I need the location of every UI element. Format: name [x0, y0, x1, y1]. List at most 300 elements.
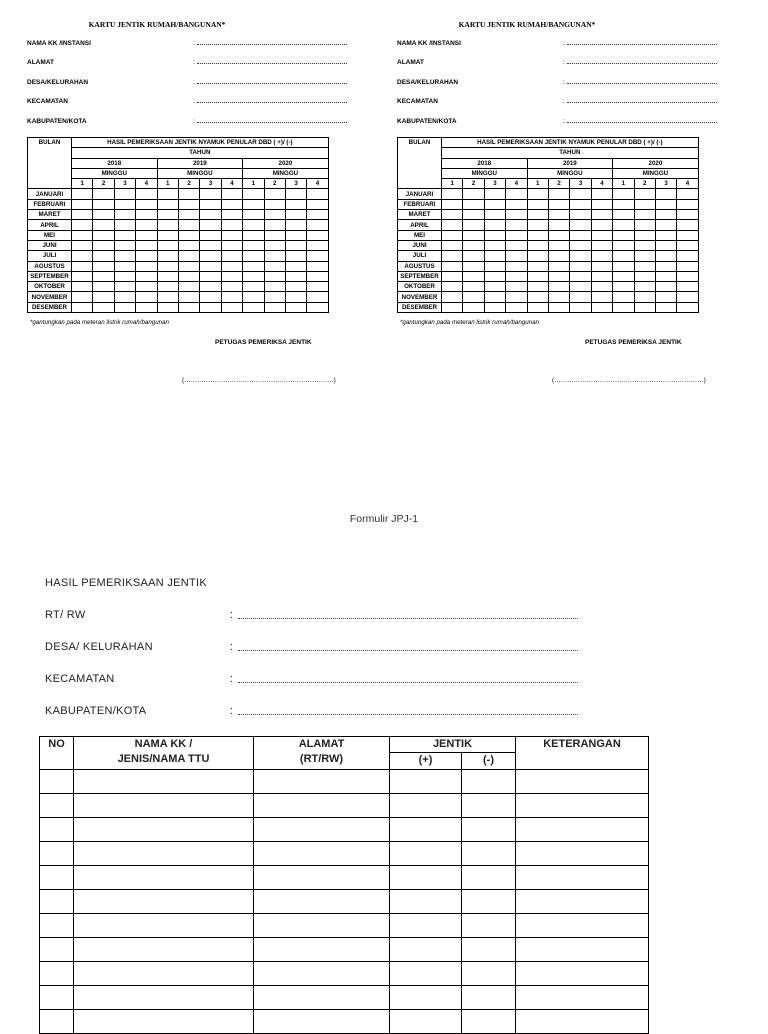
table-row: [40, 866, 649, 890]
result-cell: [307, 199, 328, 209]
month-row: [398, 251, 699, 261]
result-cell: [157, 261, 178, 271]
result-cell: [285, 251, 306, 261]
result-cell: [221, 189, 242, 199]
result-cell: [655, 292, 676, 302]
year-header: 2020: [243, 158, 329, 168]
result-cell: [548, 261, 569, 271]
month-label: AGUSTUS: [28, 261, 72, 271]
result-cell: [157, 189, 178, 199]
result-cell: [178, 210, 199, 220]
week-number: 4: [591, 179, 612, 189]
table-cell: [516, 938, 649, 962]
result-cell: [634, 282, 655, 292]
month-label: JUNI: [28, 240, 72, 250]
table-cell: [516, 914, 649, 938]
col-jentik: JENTIK: [390, 737, 516, 753]
table-cell: [254, 794, 390, 818]
result-cell: [307, 292, 328, 302]
table-cell: [390, 1010, 462, 1034]
result-cell: [613, 199, 634, 209]
result-cell: [655, 210, 676, 220]
month-row: [398, 189, 699, 199]
result-cell: [200, 261, 221, 271]
result-cell: [677, 230, 698, 240]
result-cell: [506, 271, 527, 281]
result-cell: [285, 220, 306, 230]
result-cell: [570, 220, 591, 230]
table-cell: [40, 962, 74, 986]
result-cell: [243, 220, 264, 230]
result-cell: [285, 302, 306, 312]
minggu-header: MINGGU: [243, 168, 329, 178]
result-cell: [136, 261, 157, 271]
result-cell: [484, 240, 505, 250]
table-cell: [254, 890, 390, 914]
year-header: 2018: [72, 158, 158, 168]
result-cell: [506, 199, 527, 209]
result-cell: [72, 240, 93, 250]
result-cell: [285, 240, 306, 250]
week-number: 2: [548, 179, 569, 189]
result-cell: [72, 251, 93, 261]
week-number: 4: [506, 179, 527, 189]
table-cell: [74, 866, 254, 890]
result-cell: [570, 292, 591, 302]
result-cell: [114, 220, 135, 230]
result-cell: [591, 251, 612, 261]
result-cell: [613, 292, 634, 302]
field-label: KECAMATAN: [397, 98, 438, 105]
result-cell: [634, 189, 655, 199]
table-cell: [40, 818, 74, 842]
field-nama-kk: NAMA KK /INSTANSI :: [27, 40, 357, 50]
table-cell: [390, 770, 462, 794]
field-desa: DESA/KELURAHAN :: [397, 79, 727, 89]
result-cell: [463, 282, 484, 292]
result-cell: [243, 210, 264, 220]
result-cell: [93, 220, 114, 230]
result-cell: [484, 302, 505, 312]
fill-line: [197, 63, 347, 64]
result-cell: [634, 261, 655, 271]
result-cell: [307, 302, 328, 312]
col-alamat: ALAMAT (RT/RW): [254, 737, 390, 770]
result-cell: [114, 251, 135, 261]
table-cell: [40, 842, 74, 866]
result-cell: [484, 292, 505, 302]
month-label: SEPTEMBER: [398, 271, 442, 281]
table-cell: [40, 1010, 74, 1034]
result-cell: [634, 292, 655, 302]
result-cell: [442, 240, 463, 250]
result-cell: [655, 282, 676, 292]
month-label: APRIL: [398, 220, 442, 230]
result-cell: [527, 220, 548, 230]
result-cell: [93, 230, 114, 240]
result-cell: [178, 251, 199, 261]
month-label: MARET: [28, 210, 72, 220]
result-cell: [243, 271, 264, 281]
result-cell: [200, 189, 221, 199]
result-cell: [157, 220, 178, 230]
field-desa: DESA/KELURAHAN :: [27, 79, 357, 89]
month-label: JULI: [398, 251, 442, 261]
officer-label: PETUGAS PEMERIKSA JENTIK: [215, 339, 312, 346]
month-label: MEI: [28, 230, 72, 240]
result-cell: [442, 220, 463, 230]
month-row: [398, 220, 699, 230]
month-row: [28, 210, 329, 220]
result-cell: [591, 210, 612, 220]
result-cell: [655, 240, 676, 250]
minggu-header: MINGGU: [613, 168, 699, 178]
result-cell: [264, 210, 285, 220]
result-cell: [200, 302, 221, 312]
result-cell: [484, 199, 505, 209]
month-row: [28, 292, 329, 302]
result-cell: [677, 261, 698, 271]
table-cell: [516, 986, 649, 1010]
month-row: [398, 302, 699, 312]
result-cell: [506, 240, 527, 250]
hasil-header: HASIL PEMERIKSAAN JENTIK NYAMUK PENULAR DBD ( +)/ (-): [442, 138, 699, 148]
table-cell: [390, 914, 462, 938]
month-row: [398, 271, 699, 281]
month-label: AGUSTUS: [398, 261, 442, 271]
result-cell: [72, 199, 93, 209]
fill-line: [197, 102, 347, 103]
result-cell: [527, 210, 548, 220]
result-cell: [506, 282, 527, 292]
month-row: [28, 251, 329, 261]
result-cell: [506, 220, 527, 230]
table-row: [40, 986, 649, 1010]
table-cell: [254, 938, 390, 962]
result-cell: [634, 240, 655, 250]
tahun-header: TAHUN: [72, 148, 329, 158]
month-label: MARET: [398, 210, 442, 220]
result-cell: [655, 261, 676, 271]
month-label: JULI: [28, 251, 72, 261]
table-cell: [462, 890, 516, 914]
table-cell: [462, 794, 516, 818]
result-cell: [243, 189, 264, 199]
result-cell: [548, 210, 569, 220]
result-cell: [221, 210, 242, 220]
week-number: 4: [307, 179, 328, 189]
table-cell: [40, 890, 74, 914]
result-cell: [243, 240, 264, 250]
result-cell: [93, 271, 114, 281]
jentik-table: [397, 137, 699, 313]
result-cell: [157, 292, 178, 302]
result-cell: [136, 251, 157, 261]
result-cell: [264, 282, 285, 292]
month-row: [28, 189, 329, 199]
result-cell: [570, 189, 591, 199]
result-cell: [72, 210, 93, 220]
result-cell: [285, 210, 306, 220]
result-cell: [613, 261, 634, 271]
result-cell: [463, 271, 484, 281]
table-cell: [74, 938, 254, 962]
week-number: 1: [157, 179, 178, 189]
result-cell: [200, 220, 221, 230]
result-cell: [442, 302, 463, 312]
col-nama: NAMA KK / JENIS/NAMA TTU: [74, 737, 254, 770]
week-number: 2: [264, 179, 285, 189]
result-cell: [285, 189, 306, 199]
result-cell: [221, 199, 242, 209]
week-number: 4: [136, 179, 157, 189]
result-cell: [264, 220, 285, 230]
month-label: FEBRUARI: [398, 199, 442, 209]
result-cell: [591, 282, 612, 292]
result-cell: [655, 199, 676, 209]
month-label: JUNI: [398, 240, 442, 250]
field-label: NAMA KK /INSTANSI: [397, 40, 461, 47]
table-cell: [254, 866, 390, 890]
result-cell: [527, 189, 548, 199]
table-cell: [40, 938, 74, 962]
result-cell: [655, 220, 676, 230]
result-cell: [591, 189, 612, 199]
result-cell: [285, 292, 306, 302]
week-number: 3: [655, 179, 676, 189]
form-field-kecamatan: KECAMATAN :: [45, 673, 605, 689]
result-cell: [677, 220, 698, 230]
result-cell: [527, 271, 548, 281]
result-cell: [178, 240, 199, 250]
result-cell: [442, 251, 463, 261]
result-cell: [506, 302, 527, 312]
month-row: [398, 210, 699, 220]
result-cell: [72, 261, 93, 271]
result-cell: [221, 302, 242, 312]
minggu-header: MINGGU: [527, 168, 613, 178]
result-cell: [157, 302, 178, 312]
result-cell: [484, 271, 505, 281]
result-cell: [93, 240, 114, 250]
field-label: ALAMAT: [27, 59, 54, 66]
field-alamat: ALAMAT :: [397, 59, 727, 69]
result-cell: [677, 251, 698, 261]
fill-line: [197, 44, 347, 45]
result-cell: [93, 261, 114, 271]
result-cell: [264, 261, 285, 271]
result-cell: [591, 302, 612, 312]
result-cell: [634, 251, 655, 261]
table-cell: [254, 770, 390, 794]
result-cell: [93, 199, 114, 209]
result-cell: [136, 240, 157, 250]
result-cell: [613, 282, 634, 292]
table-cell: [74, 890, 254, 914]
table-cell: [390, 938, 462, 962]
result-cell: [506, 251, 527, 261]
result-cell: [677, 271, 698, 281]
table-cell: [462, 842, 516, 866]
result-cell: [570, 261, 591, 271]
col-jentik-negative: (-): [462, 753, 516, 770]
result-cell: [677, 199, 698, 209]
result-cell: [570, 210, 591, 220]
result-cell: [93, 189, 114, 199]
result-cell: [442, 199, 463, 209]
result-cell: [570, 251, 591, 261]
table-cell: [390, 818, 462, 842]
table-cell: [462, 986, 516, 1010]
table-row: [40, 770, 649, 794]
result-cell: [634, 230, 655, 240]
fill-line: [567, 102, 717, 103]
result-cell: [221, 220, 242, 230]
result-cell: [442, 261, 463, 271]
col-no: NO: [40, 737, 74, 770]
result-cell: [136, 271, 157, 281]
result-cell: [178, 199, 199, 209]
year-header: 2019: [527, 158, 613, 168]
result-cell: [264, 189, 285, 199]
result-cell: [114, 271, 135, 281]
field-label: DESA/KELURAHAN: [397, 79, 459, 86]
result-cell: [506, 230, 527, 240]
table-cell: [516, 962, 649, 986]
signature-line: (……………………………………………………………): [182, 377, 336, 384]
result-cell: [307, 240, 328, 250]
month-row: [28, 230, 329, 240]
result-cell: [114, 189, 135, 199]
year-header: 2018: [442, 158, 528, 168]
jentik-table: [27, 137, 329, 313]
table-cell: [74, 986, 254, 1010]
result-cell: [200, 292, 221, 302]
result-cell: [463, 292, 484, 302]
result-cell: [634, 220, 655, 230]
result-cell: [677, 302, 698, 312]
result-cell: [591, 220, 612, 230]
result-cell: [178, 302, 199, 312]
table-cell: [254, 842, 390, 866]
month-label: OKTOBER: [28, 282, 72, 292]
result-cell: [570, 199, 591, 209]
field-label: ALAMAT: [397, 59, 424, 66]
bulan-header: BULAN: [398, 138, 442, 189]
result-cell: [157, 199, 178, 209]
table-cell: [40, 914, 74, 938]
result-cell: [570, 302, 591, 312]
result-cell: [136, 189, 157, 199]
result-cell: [114, 261, 135, 271]
result-cell: [463, 210, 484, 220]
result-cell: [442, 292, 463, 302]
table-cell: [462, 770, 516, 794]
result-cell: [178, 292, 199, 302]
result-cell: [264, 240, 285, 250]
result-cell: [484, 189, 505, 199]
result-cell: [463, 261, 484, 271]
result-cell: [243, 251, 264, 261]
table-cell: [40, 986, 74, 1010]
result-cell: [548, 302, 569, 312]
table-cell: [254, 986, 390, 1010]
month-row: [398, 230, 699, 240]
fill-line: [238, 714, 578, 715]
result-cell: [157, 240, 178, 250]
result-cell: [463, 251, 484, 261]
table-row: [40, 818, 649, 842]
result-cell: [200, 199, 221, 209]
result-cell: [307, 261, 328, 271]
result-cell: [655, 302, 676, 312]
table-cell: [74, 794, 254, 818]
result-cell: [677, 292, 698, 302]
result-cell: [307, 189, 328, 199]
col-jentik-positive: (+): [390, 753, 462, 770]
fill-line: [567, 44, 717, 45]
table-cell: [254, 962, 390, 986]
week-number: 2: [178, 179, 199, 189]
week-number: 4: [221, 179, 242, 189]
result-cell: [157, 251, 178, 261]
table-cell: [462, 1010, 516, 1034]
table-cell: [462, 866, 516, 890]
result-cell: [442, 271, 463, 281]
result-cell: [442, 282, 463, 292]
card-title: KARTU JENTIK RUMAH/BANGUNAN*: [88, 20, 226, 29]
month-label: DESEMBER: [398, 302, 442, 312]
table-cell: [390, 962, 462, 986]
result-cell: [114, 240, 135, 250]
result-cell: [285, 271, 306, 281]
result-cell: [613, 189, 634, 199]
result-cell: [114, 302, 135, 312]
jpj-table: [39, 736, 649, 1034]
table-cell: [516, 770, 649, 794]
result-cell: [527, 230, 548, 240]
week-number: 1: [613, 179, 634, 189]
month-row: [28, 302, 329, 312]
week-number: 3: [484, 179, 505, 189]
result-cell: [157, 230, 178, 240]
result-cell: [307, 251, 328, 261]
form-field-label: DESA/ KELURAHAN: [45, 641, 153, 653]
result-cell: [463, 302, 484, 312]
field-kabupaten: KABUPATEN/KOTA :: [27, 118, 357, 128]
result-cell: [506, 292, 527, 302]
hasil-header: HASIL PEMERIKSAAN JENTIK NYAMUK PENULAR DBD ( +)/ (-): [72, 138, 329, 148]
fill-line: [238, 618, 578, 619]
result-cell: [677, 282, 698, 292]
result-cell: [548, 240, 569, 250]
field-kabupaten: KABUPATEN/KOTA :: [397, 118, 727, 128]
field-label: KABUPATEN/KOTA: [27, 118, 87, 125]
result-cell: [157, 271, 178, 281]
result-cell: [613, 230, 634, 240]
table-cell: [516, 866, 649, 890]
result-cell: [72, 271, 93, 281]
result-cell: [527, 261, 548, 271]
result-cell: [463, 189, 484, 199]
table-row: [40, 1010, 649, 1034]
result-cell: [613, 271, 634, 281]
result-cell: [157, 282, 178, 292]
table-cell: [40, 770, 74, 794]
result-cell: [506, 261, 527, 271]
result-cell: [136, 220, 157, 230]
table-cell: [254, 1010, 390, 1034]
